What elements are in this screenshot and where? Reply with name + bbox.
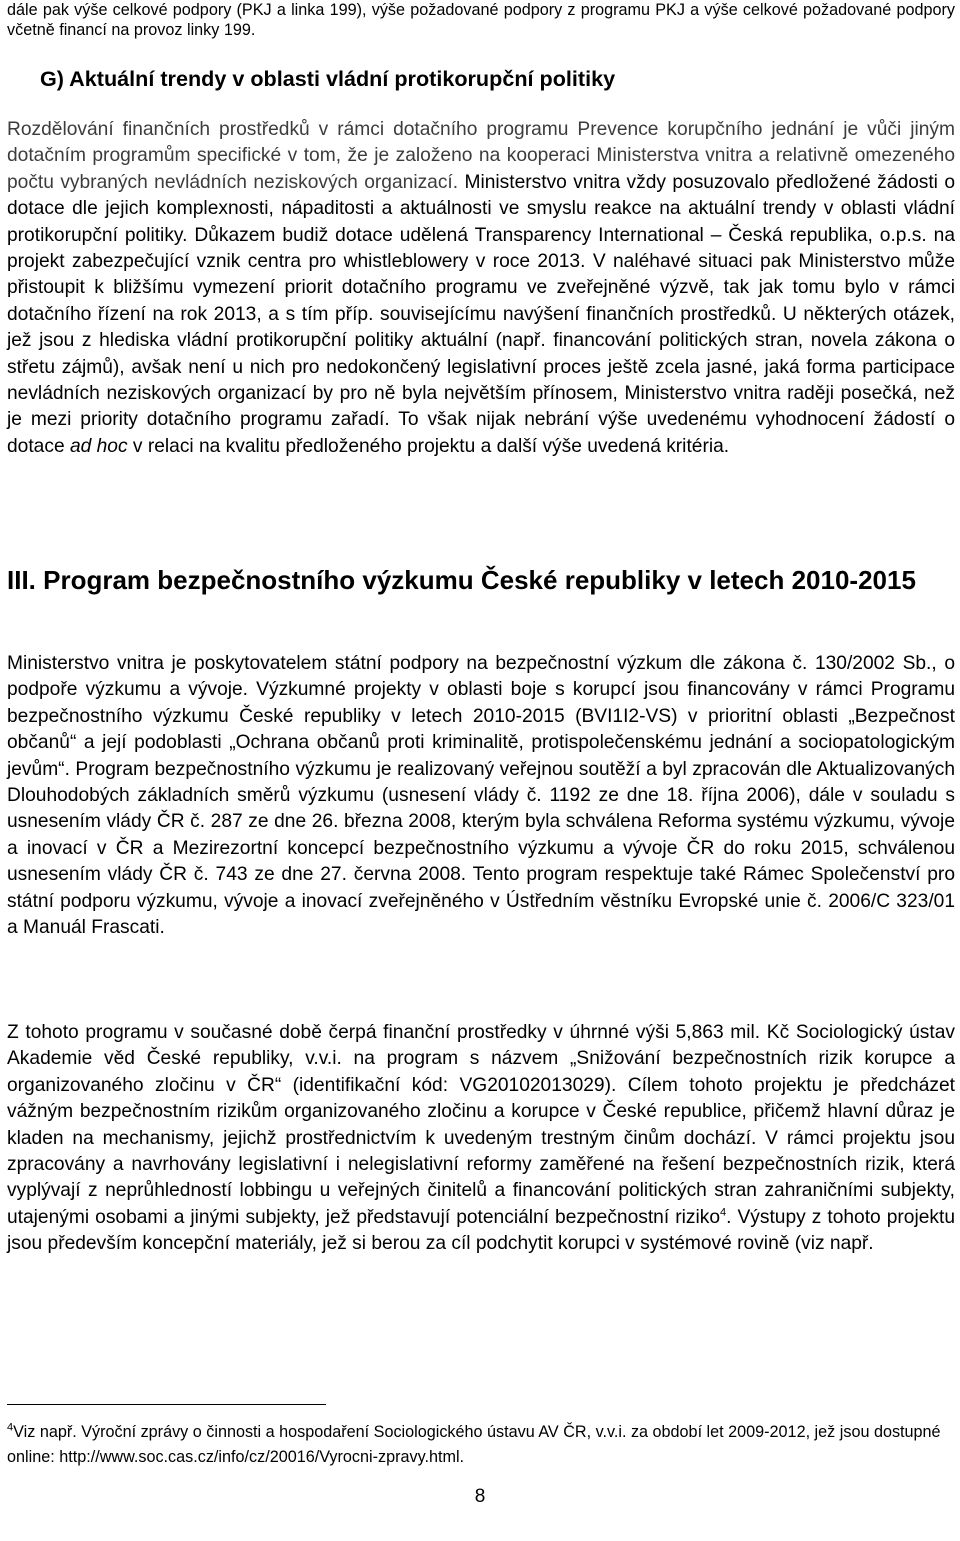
footnote-reference[interactable]: 4	[720, 1206, 727, 1219]
page-number: 8	[474, 1486, 486, 1507]
section-g-paragraph-end: v relaci na kvalitu předloženého projektu a další výše uvedená kritéria.	[127, 435, 730, 457]
footnote-marker: 4	[7, 1421, 14, 1434]
footnote	[7, 1420, 955, 1469]
section-iii-paragraph-2	[7, 1020, 955, 1258]
footnote-text: Viz např. Výroční zprávy o činnosti a hospodaření Sociologického ústavu AV ČR, v.v.i. za období let 2009-2012, jež jsou dostupné online: http://www.soc.cas.cz/info/cz/20016/Vyrocni-zpravy.html.	[7, 1423, 941, 1466]
top-fragment-paragraph: dále pak výše celkové podpory (PKJ a linka 199), výše požadované podpory z programu PKJ a výše celkové požadované podpory včetně financí na provoz linky 199.	[7, 1, 955, 40]
section-iii-paragraph-2-end: . Výstupy z tohoto projektu jsou především koncepční materiály, jež si berou za cíl podchytit korupci v systémové rovině (viz např.	[7, 1206, 956, 1255]
footnote-separator	[7, 1404, 326, 1405]
section-g-paragraph-intro: Rozdělování finančních prostředků v rámci dotačního programu Prevence korupčního jednání je vůči jiným dotačním programům specifické v tom, že je založeno na kooperaci Ministerstva vnitra a relativně omezeného počtu vybraných nevládních neziskových organizací.	[7, 119, 955, 193]
section-iii-paragraph-1: Ministerstvo vnitra je poskytovatelem státní podpory na bezpečnostní výzkum dle zákona č. 130/2002 Sb., o podpoře výzkumu a vývoje. Výzkumné projekty v oblasti boje s korupcí jsou financovány v rámci Programu bezpečnostního výzkumu České republiky v letech 2010-2015 (BVI1I2-VS) v prioritní oblasti „Bezpečnost občanů“ a její podoblasti „Ochrana občanů proti kriminalitě, protispolečenskému jednání a sociopatologickým jevům“. Program bezpečnostního výzkumu je realizovaný veřejnou soutěží a byl zpracován dle Aktualizovaných Dlouhodobých základních směrů výzkumu (usnesení vlády č. 1192 ze dne 18. října 2006), dále v souladu s usnesením vlády ČR č. 287 ze dne 26. března 2008, kterým byla schválena Reforma systému výzkumu, vývoje a inovací v ČR a Mezirezortní koncepcí bezpečnostního výzkumu a vývoje ČR do roku 2015, schválenou usnesením vlády ČR č. 743 ze dne 27. června 2008. Tento program respektuje také Rámec Společenství pro státní podporu výzkumu, vývoje a inovací zveřejněného v Ústředním věstníku Evropské unie č. 2006/C 323/01 a Manuál Frascati.	[7, 653, 955, 939]
section-g-paragraph	[7, 117, 955, 460]
section-g-paragraph-body: Ministerstvo vnitra vždy posuzovalo předložené žádosti o dotace dle jejich komplexnosti, nápaditosti a aktuálnosti ve smyslu reakce na aktuální trendy v oblasti vládní protikorupční politiky. Důkazem budiž dotace udělená Transparency International – Česká republika, o.p.s. na projekt zabezpečující vznik centra pro whistleblowery v roce 2013. V naléhavé situaci pak Ministerstvo může přistoupit k bližšímu vymezení priorit dotačního programu ve zveřejněné výzvě, tak jak tomu bylo v rámci dotačního řízení na rok 2013, a s tím příp. souvisejícímu navýšení finančních prostředků. U některých otázek, jež jsou z hlediska vládní protikorupční politiky aktuální (např. financování politických stran, novela zákona o střetu zájmů), avšak není u nich pro nedokončený legislativní proces ještě zcela jasné, jaká forma participace nevládních neziskových organizací by pro ně byla největším přínosem, Ministerstvo vnitra raději posečká, než je mezi priority dotačního programu zařadí. To však nijak nebrání výše uvedenému vyhodnocení žádostí o dotace	[7, 171, 956, 457]
section-g-italic-term: ad hoc	[69, 435, 128, 457]
section-iii-heading: III. Program bezpečnostního výzkumu České republiky v letech 2010-2015	[7, 565, 916, 595]
section-iii-paragraph-2-main: Z tohoto programu v současné době čerpá finanční prostředky v úhrnné výši 5,863 mil. Kč Sociologický ústav Akademie věd České republiky, v.v.i. na program s názvem „Snižování bezpečnostních rizik korupce a organizovaného zločinu v ČR“ (identifikační kód: VG20102013029). Cílem tohoto projektu je předcházet vážným bezpečnostním rizikům organizovaného zločinu a korupce v České republice, přičemž hlavní důraz je kladen na mechanismy, jejichž prostřednictvím k uvedeným trestným činům dochází. V rámci projektu jsou zpracovány a navrhovány legislativní i nelegislativní reformy zaměřené na řešení bezpečnostních rizik, která vyplývají z neprůhledností lobbingu u veřejných činitelů a financování politických stran zahraničními subjekty, utajenými osobami a jinými subjekty, jež představují potenciální bezpečnostní riziko	[7, 1022, 955, 1228]
section-g-heading: G) Aktuální trendy v oblasti vládní protikorupční politiky	[40, 66, 616, 91]
